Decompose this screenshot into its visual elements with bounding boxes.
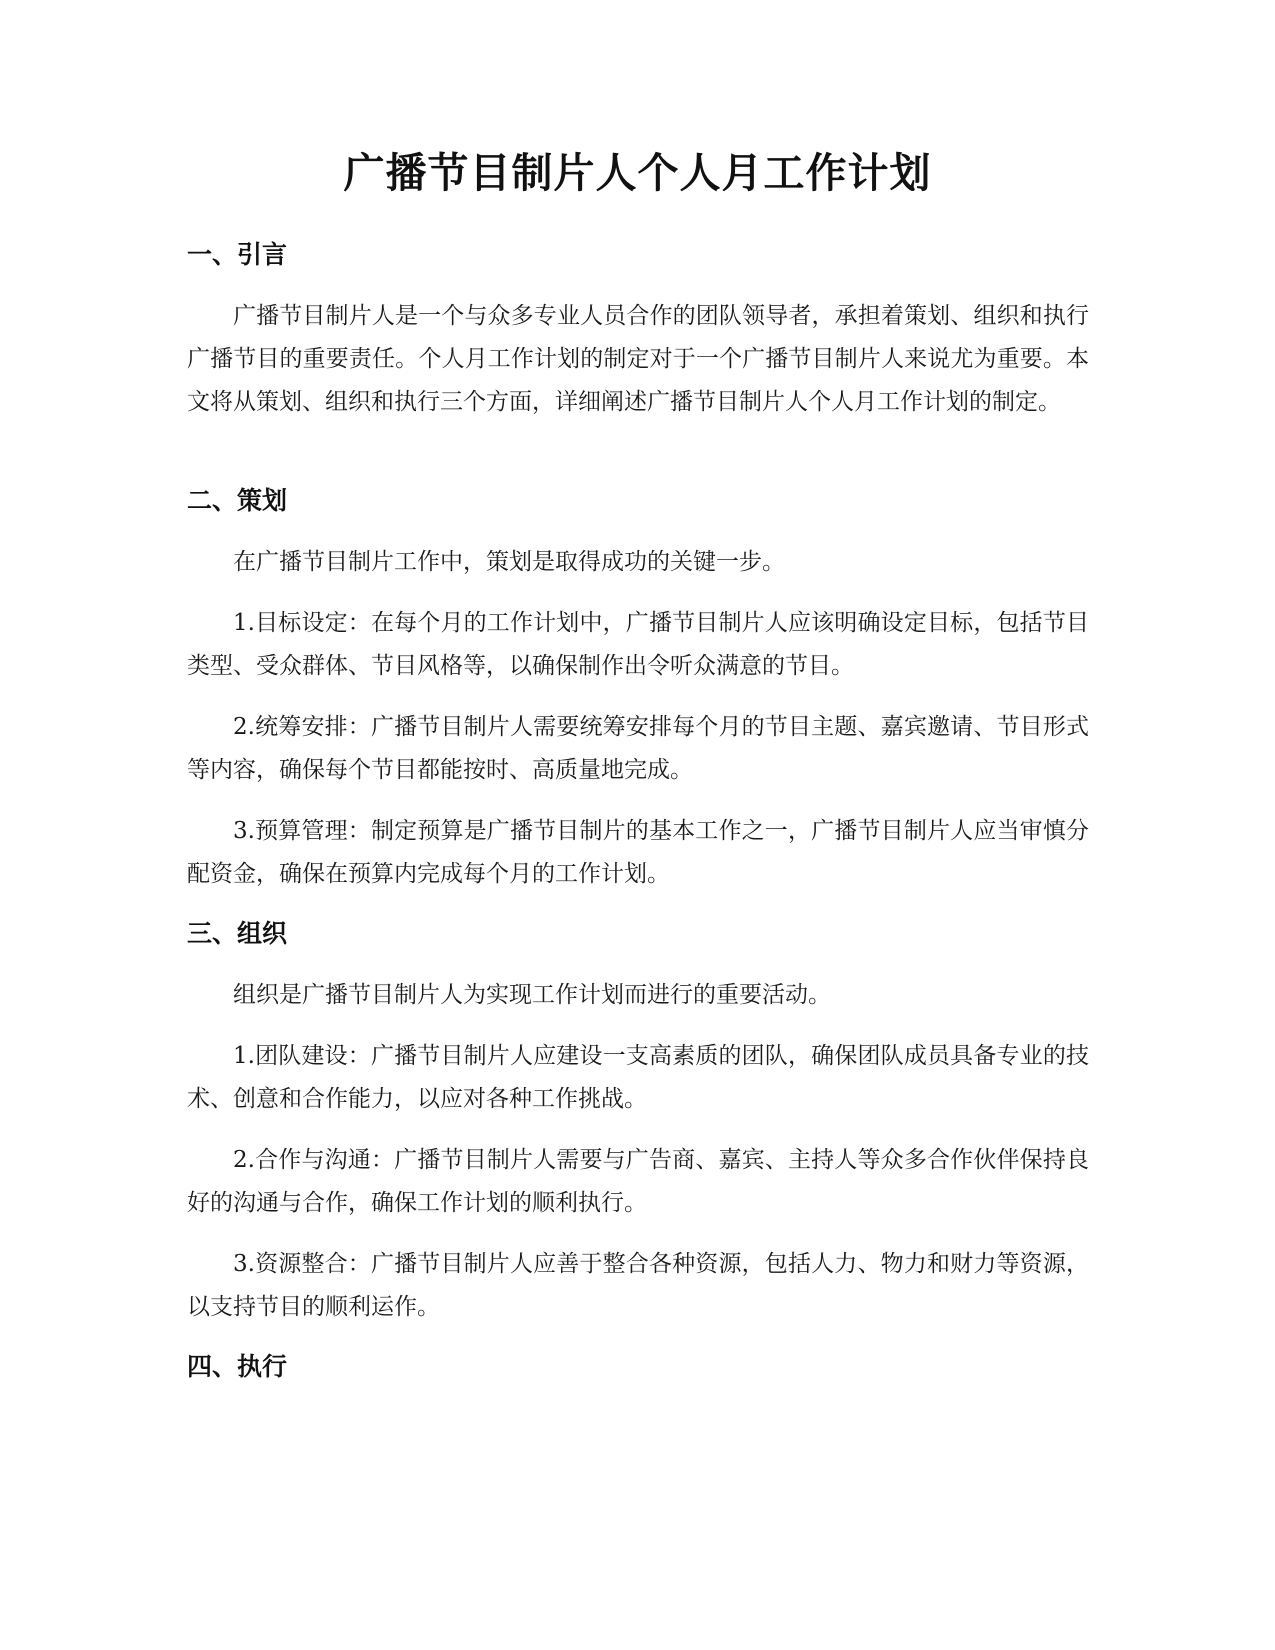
paragraph-planning-item-1: 1.目标设定：在每个月的工作计划中，广播节目制片人应该明确设定目标，包括节目类型、受众群体、节目风格等，以确保制作出令听众满意的节目。 xyxy=(187,610,1089,679)
paragraph-planning-intro: 在广播节目制片工作中，策划是取得成功的关键一步。 xyxy=(233,549,785,575)
paragraph-organization-item-3: 3.资源整合：广播节目制片人应善于整合各种资源，包括人力、物力和财力等资源，以支持节目的顺利运作。 xyxy=(187,1251,1089,1320)
section-heading-organization: 三、组织 xyxy=(187,919,288,948)
section-heading-execution: 四、执行 xyxy=(187,1352,288,1381)
paragraph-introduction: 广播节目制片人是一个与众多专业人员合作的团队领导者，承担着策划、组织和执行广播节目的重要责任。个人月工作计划的制定对于一个广播节目制片人来说尤为重要。本文将从策划、组织和执行三个方面，详细阐述广播节目制片人个人月工作计划的制定。 xyxy=(187,303,1089,415)
paragraph-planning-item-2: 2.统筹安排：广播节目制片人需要统筹安排每个月的节目主题、嘉宾邀请、节目形式等内容，确保每个节目都能按时、高质量地完成。 xyxy=(187,714,1089,783)
paragraph-organization-item-1: 1.团队建设：广播节目制片人应建设一支高素质的团队，确保团队成员具备专业的技术、创意和合作能力，以应对各种工作挑战。 xyxy=(187,1043,1089,1112)
document-title: 广播节目制片人个人月工作计划 xyxy=(343,149,932,197)
section-heading-planning: 二、策划 xyxy=(187,486,288,515)
paragraph-planning-item-3: 3.预算管理：制定预算是广播节目制片的基本工作之一，广播节目制片人应当审慎分配资金，确保在预算内完成每个月的工作计划。 xyxy=(187,818,1089,887)
section-heading-introduction: 一、引言 xyxy=(187,240,288,269)
paragraph-organization-intro: 组织是广播节目制片人为实现工作计划而进行的重要活动。 xyxy=(233,982,831,1008)
paragraph-organization-item-2: 2.合作与沟通：广播节目制片人需要与广告商、嘉宾、主持人等众多合作伙伴保持良好的沟通与合作，确保工作计划的顺利执行。 xyxy=(187,1147,1089,1216)
